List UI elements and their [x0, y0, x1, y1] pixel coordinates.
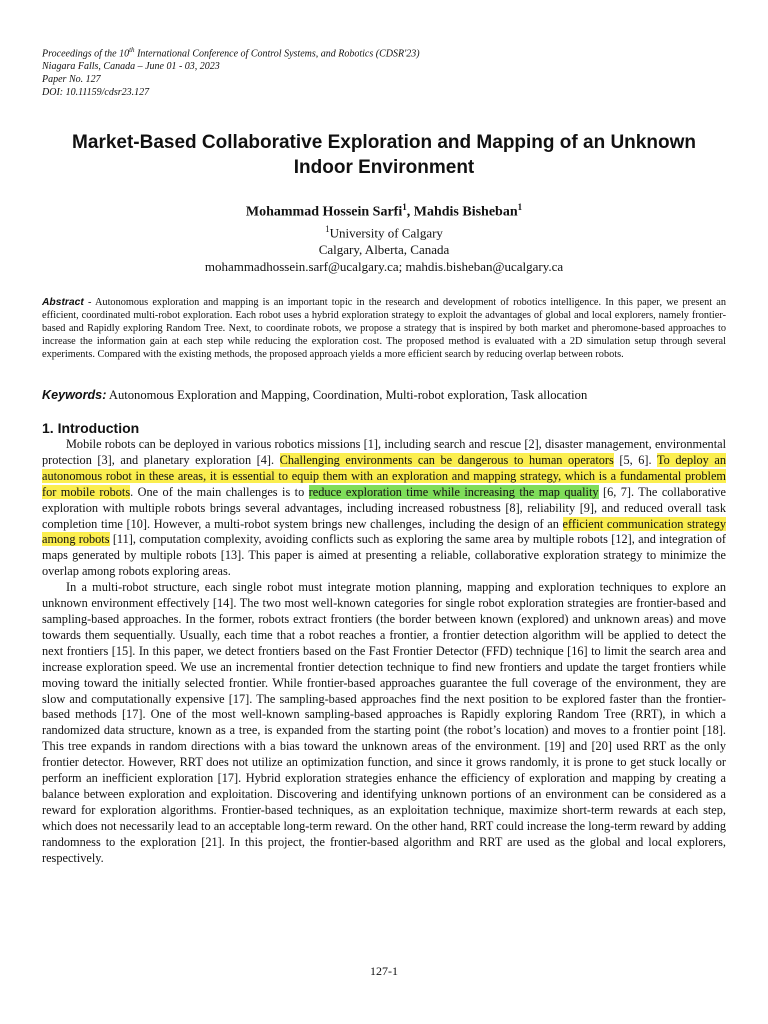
paper-title: Market-Based Collaborative Exploration and Mapping of an Unknown Indoor Environment — [72, 132, 696, 178]
highlight-yellow: efficient communication strategy among robots — [42, 516, 727, 547]
abstract-label: Abstract — [42, 297, 84, 308]
page-number: 127-1 — [370, 964, 398, 978]
section-heading-introduction: 1. Introduction — [42, 420, 140, 436]
highlight-green: reduce exploration time while increasing the map quality — [308, 484, 599, 499]
header-doi: DOI: 10.11159/cdsr23.127 — [42, 86, 150, 98]
author-block — [42, 199, 726, 275]
author-emails: mohammadhossein.sarf@ucalgary.ca; mahdis.bisheban@ucalgary.ca — [204, 258, 564, 274]
keywords — [42, 387, 726, 403]
keywords-label: Keywords: — [42, 388, 107, 402]
author-location: Calgary, Alberta, Canada — [318, 241, 450, 257]
author-names: Mohammad Hossein Sarfi$^1$, Mahdis Bisheban$^1$ — [245, 202, 523, 220]
header-line-1: Proceedings of the 10th International Conference of Control Systems, and Robotics (CDSR'23) — [42, 46, 420, 60]
header-line-2: Niagara Falls, Canada – June 01 - 03, 2023 — [42, 61, 220, 73]
proceedings-header — [42, 44, 420, 100]
header-line-3: Paper No. 127 — [42, 73, 101, 85]
highlight-yellow: Challenging environments can be dangerous to human operators — [279, 452, 614, 467]
keywords-text: Autonomous Exploration and Mapping, Coordination, Multi-robot exploration, Task allocation — [106, 388, 588, 402]
author-affiliation: $^1$University of Calgary — [325, 223, 443, 240]
highlight-yellow: To deploy an autonomous robot in these areas, it is essential to equip them with an exploration and mapping strategy, which is a fundamental problem for mobile robots — [42, 452, 726, 499]
paragraph-1: Mobile robots can be deployed in various robotics missions [1], including search and rescue [2], disaster management, environmental protection [3], and planetary exploration [4]. Challenging environments can be dangerous to human operators [5, 6]. To deploy an autonomous robot in these areas, it is essential to equip them with an exploration and mapping strategy, which is a fundamental problem for mobile robots. One of the main challenges is to reduce exploration time while increasing the map quality [6, 7]. The collaborative exploration with multiple robots brings several advantages, including increased robustness [8], reliability [9], and reduced overall task completion time [10]. However, a multi-robot system brings new challenges, including the design of an efficient communication strategy among robots [11], computation complexity, avoiding conflicts such as exploring the same area by multiple robots [12], and integration of maps generated by multiple robots [13]. This paper is aimed at presenting a reliable, collaborative exploration strategy to minimize the overlap among robots exploring areas. — [42, 437, 727, 579]
abstract — [42, 297, 726, 362]
introduction-body — [42, 437, 726, 866]
abstract-text: - Autonomous exploration and mapping is an important topic in the research and development of robotics intelligence. In this paper, we present an efficient, coordinated multi-robot exploration. Each robot uses a hybrid exploration strategy to exploit the advantages of global and local explorers, namely frontier-based and Rapidly exploring Random Tree. Next, to coordinate robots, we propose a strategy that is inspired by both market and pheromone-based approaches to increase the information gain at each step while reducing the exploration cost. The proposed method is evaluated with a 2D simulation setup through several experiments. Compared with the existing methods, the proposed approach yields a more efficient search by reducing overlap between robots. — [42, 297, 726, 360]
paragraph-2: In a multi-robot structure, each single robot must integrate motion planning, mapping and exploration techniques to explore an unknown environment effectively [14]. The two most well-known categories for single robot exploration strategies are frontier-based and sampling-based approaches. In the former, robots extract frontiers (the border between known (explored) and unknown areas) and move towards them sequentially. Usually, each time that a robot reaches a frontier, a frontier detection algorithm will be applied to detect the next frontiers [15]. In this paper, we detect frontiers based on the Fast Frontier Detector (FFD) technique [16] to limit the search area and increase exploration speed. We use an incremental frontier detection technique to find new frontiers and update the target frontiers while moving toward the initially selected frontier. While frontier-based approaches guarantee the full coverage of the environment, they are slow and computationally expensive [17]. The sampling-based approaches find the next position to be explored faster than the frontier-based methods [17]. One of the most well-known sampling-based approaches is Rapidly exploring Random Tree (RRT), in which a randomized data structure, known as a tree, is expanded from the starting point (the robot’s location) and moves to a frontier point [18]. This tree expands in random directions with a bias toward the unknown areas of the environment. [19] and [20] used RRT as the only frontier detector. However, RRT does not utilize an optimization function, and since it grows randomly, it is prone to get stuck locally or perform an inefficient exploration [17]. Hybrid exploration strategies enhance the efficiency of exploration and mapping by creating a balance between exploration and exploitation. Discovering and identifying unknown portions of an environment can be considered as a reward for exploration algorithms. Frontier-based techniques, as an exploitation technique, maximize short-term rewards at each step, which does not necessarily lead to an acceptable long-term reward. On the other hand, RRT could increase the long-term reward by adding randomness to the exploration [21]. In this project, the frontier-based algorithm and RRT are used as the global and local explorers, respectively. — [42, 580, 726, 865]
